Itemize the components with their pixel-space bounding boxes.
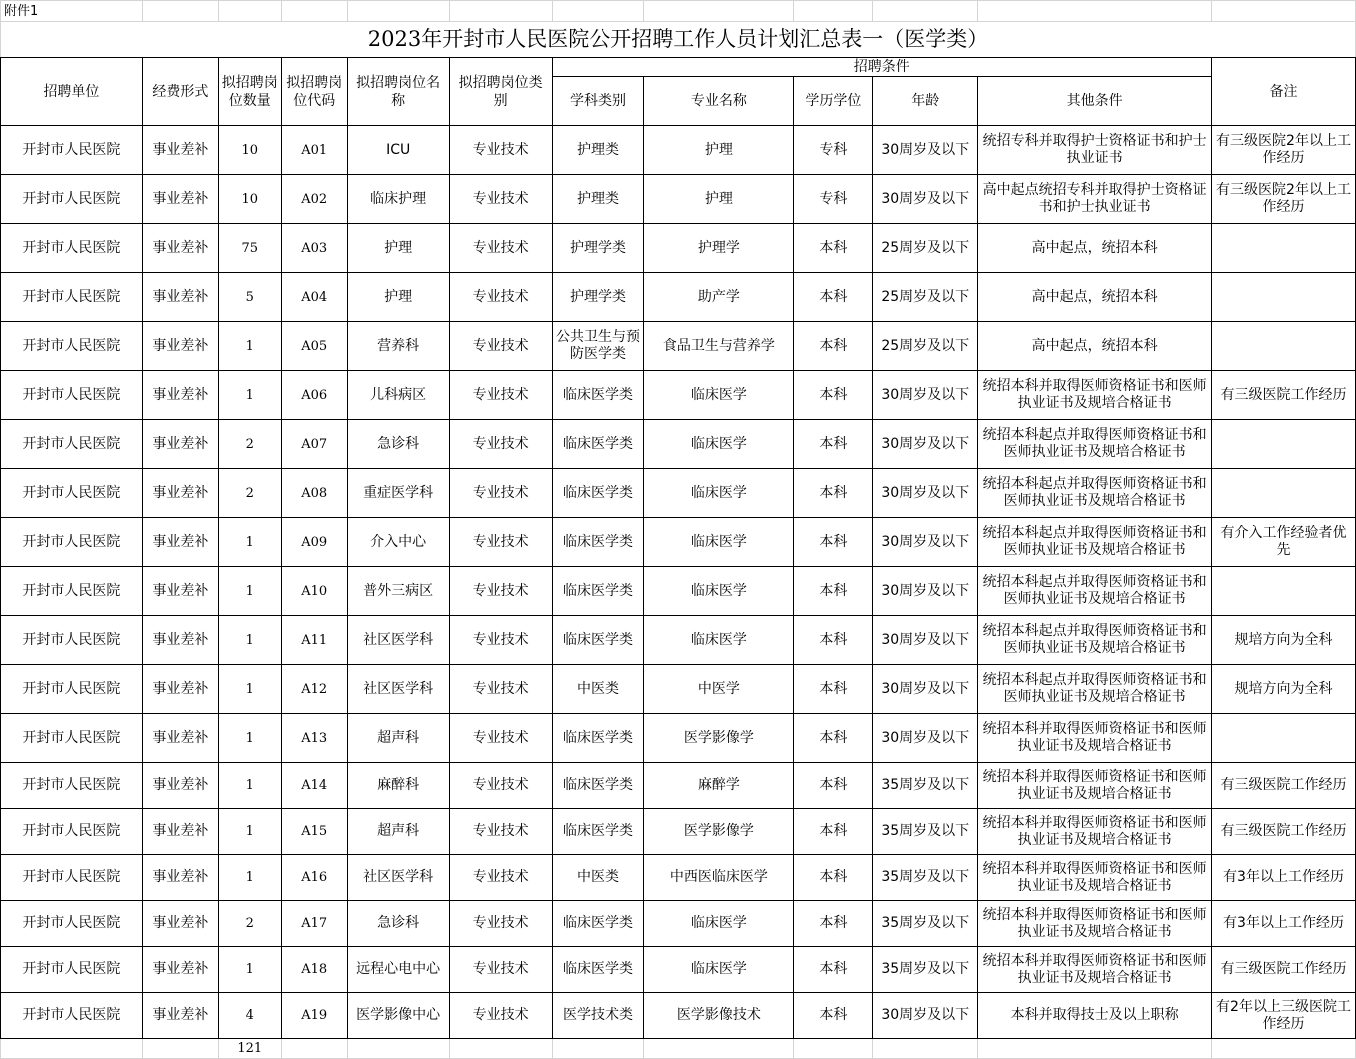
cell-other-conditions: 统招本科并取得医师资格证书和医师执业证书及规培合格证书: [978, 371, 1212, 420]
cell-unit: 开封市人民医院: [1, 763, 143, 809]
cell-discipline: 临床医学类: [552, 371, 644, 420]
cell-age: 30周岁及以下: [873, 993, 978, 1039]
cell-age: 30周岁及以下: [873, 567, 978, 616]
cell-discipline: 临床医学类: [552, 809, 644, 855]
cell-discipline: 公共卫生与预防医学类: [552, 322, 644, 371]
cell-degree: 本科: [794, 947, 873, 993]
cell-post-type: 专业技术: [449, 469, 552, 518]
cell-remarks: 规培方向为全科: [1212, 616, 1356, 665]
cell-code: A09: [281, 518, 347, 567]
cell-post-type: 专业技术: [449, 126, 552, 175]
cell-code: A14: [281, 763, 347, 809]
cell-code: A18: [281, 947, 347, 993]
cell-funding: 事业差补: [142, 126, 218, 175]
cell-code: A12: [281, 665, 347, 714]
cell-post-type: 专业技术: [449, 809, 552, 855]
cell-post-type: 专业技术: [449, 616, 552, 665]
cell-unit: 开封市人民医院: [1, 420, 143, 469]
header-unit: 招聘单位: [1, 58, 143, 126]
cell-funding: 事业差补: [142, 714, 218, 763]
cell-count: 10: [218, 175, 281, 224]
cell-discipline: 护理学类: [552, 273, 644, 322]
cell-post-type: 专业技术: [449, 371, 552, 420]
cell-major: 食品卫生与营养学: [644, 322, 794, 371]
cell-remarks: [1212, 469, 1356, 518]
cell-degree: 本科: [794, 665, 873, 714]
cell-funding: 事业差补: [142, 371, 218, 420]
cell-remarks: [1212, 322, 1356, 371]
cell-unit: 开封市人民医院: [1, 616, 143, 665]
cell-post-type: 专业技术: [449, 855, 552, 901]
cell-major: 临床医学: [644, 567, 794, 616]
cell-code: A04: [281, 273, 347, 322]
cell-post-name: 临床护理: [347, 175, 449, 224]
cell-other-conditions: 高中起点统招专科并取得护士资格证书和护士执业证书: [978, 175, 1212, 224]
cell-major: 护理: [644, 126, 794, 175]
cell-funding: 事业差补: [142, 469, 218, 518]
cell-funding: 事业差补: [142, 809, 218, 855]
cell-funding: 事业差补: [142, 855, 218, 901]
cell-discipline: 中医类: [552, 855, 644, 901]
cell-post-type: 专业技术: [449, 420, 552, 469]
cell-count: 2: [218, 420, 281, 469]
cell-remarks: 有三级医院工作经历: [1212, 371, 1356, 420]
cell-count: 1: [218, 763, 281, 809]
cell-funding: 事业差补: [142, 901, 218, 947]
cell-post-name: 超声科: [347, 714, 449, 763]
cell-degree: 专科: [794, 175, 873, 224]
cell-unit: 开封市人民医院: [1, 126, 143, 175]
cell-other-conditions: 统招本科并取得医师资格证书和医师执业证书及规培合格证书: [978, 901, 1212, 947]
table-row: [1, 714, 1356, 763]
cell-funding: 事业差补: [142, 665, 218, 714]
cell-major: 临床医学: [644, 371, 794, 420]
cell-discipline: 临床医学类: [552, 947, 644, 993]
table-row: [1, 901, 1356, 947]
cell-age: 30周岁及以下: [873, 469, 978, 518]
cell-remarks: 有2年以上三级医院工作经历: [1212, 993, 1356, 1039]
cell-count: 10: [218, 126, 281, 175]
cell-count: 1: [218, 855, 281, 901]
header-remarks: 备注: [1212, 58, 1356, 126]
cell-remarks: 有3年以上工作经历: [1212, 855, 1356, 901]
cell-major: 麻醉学: [644, 763, 794, 809]
cell-discipline: 医学技术类: [552, 993, 644, 1039]
table-row: [1, 855, 1356, 901]
cell-remarks: 有介入工作经验者优先: [1212, 518, 1356, 567]
cell-funding: 事业差补: [142, 947, 218, 993]
cell-post-name: 麻醉科: [347, 763, 449, 809]
cell-remarks: [1212, 420, 1356, 469]
cell-discipline: 临床医学类: [552, 518, 644, 567]
cell-unit: 开封市人民医院: [1, 175, 143, 224]
cell-post-name: 超声科: [347, 809, 449, 855]
cell-unit: 开封市人民医院: [1, 855, 143, 901]
cell-age: 30周岁及以下: [873, 371, 978, 420]
table-row: [1, 371, 1356, 420]
cell-remarks: [1212, 273, 1356, 322]
cell-major: 临床医学: [644, 469, 794, 518]
cell-unit: 开封市人民医院: [1, 809, 143, 855]
header-major: 专业名称: [644, 77, 794, 126]
cell-count: 4: [218, 993, 281, 1039]
cell-discipline: 中医类: [552, 665, 644, 714]
table-row: [1, 567, 1356, 616]
cell-count: 1: [218, 665, 281, 714]
cell-other-conditions: 统招本科起点并取得医师资格证书和医师执业证书及规培合格证书: [978, 616, 1212, 665]
cell-major: 临床医学: [644, 947, 794, 993]
cell-code: A11: [281, 616, 347, 665]
cell-other-conditions: 本科并取得技士及以上职称: [978, 993, 1212, 1039]
cell-post-name: 营养科: [347, 322, 449, 371]
cell-code: A15: [281, 809, 347, 855]
cell-degree: 本科: [794, 420, 873, 469]
cell-remarks: [1212, 567, 1356, 616]
cell-major: 医学影像技术: [644, 993, 794, 1039]
header-funding: 经费形式: [142, 58, 218, 126]
cell-degree: 本科: [794, 322, 873, 371]
cell-discipline: 临床医学类: [552, 763, 644, 809]
cell-unit: 开封市人民医院: [1, 714, 143, 763]
cell-degree: 本科: [794, 371, 873, 420]
table-row: [1, 420, 1356, 469]
cell-code: A16: [281, 855, 347, 901]
cell-age: 25周岁及以下: [873, 322, 978, 371]
cell-other-conditions: 统招本科起点并取得医师资格证书和医师执业证书及规培合格证书: [978, 469, 1212, 518]
table-row: [1, 224, 1356, 273]
cell-post-name: 社区医学科: [347, 665, 449, 714]
cell-post-type: 专业技术: [449, 714, 552, 763]
cell-funding: 事业差补: [142, 567, 218, 616]
cell-post-type: 专业技术: [449, 175, 552, 224]
cell-degree: 本科: [794, 469, 873, 518]
cell-discipline: 临床医学类: [552, 567, 644, 616]
cell-other-conditions: 统招本科并取得医师资格证书和医师执业证书及规培合格证书: [978, 855, 1212, 901]
cell-age: 30周岁及以下: [873, 126, 978, 175]
cell-age: 35周岁及以下: [873, 809, 978, 855]
cell-age: 30周岁及以下: [873, 175, 978, 224]
cell-post-name: 急诊科: [347, 901, 449, 947]
cell-major: 医学影像学: [644, 714, 794, 763]
cell-code: A13: [281, 714, 347, 763]
cell-major: 助产学: [644, 273, 794, 322]
cell-post-name: 儿科病区: [347, 371, 449, 420]
cell-post-type: 专业技术: [449, 947, 552, 993]
cell-post-name: 医学影像中心: [347, 993, 449, 1039]
cell-funding: 事业差补: [142, 224, 218, 273]
cell-discipline: 临床医学类: [552, 469, 644, 518]
cell-discipline: 护理类: [552, 175, 644, 224]
cell-discipline: 临床医学类: [552, 616, 644, 665]
header-post-type: 拟招聘岗位类别: [449, 58, 552, 126]
cell-code: A03: [281, 224, 347, 273]
cell-major: 护理: [644, 175, 794, 224]
cell-unit: 开封市人民医院: [1, 322, 143, 371]
cell-degree: 专科: [794, 126, 873, 175]
cell-major: 临床医学: [644, 518, 794, 567]
cell-code: A10: [281, 567, 347, 616]
header-count: 拟招聘岗位数量: [218, 58, 281, 126]
cell-count: 2: [218, 901, 281, 947]
cell-unit: 开封市人民医院: [1, 901, 143, 947]
cell-post-type: 专业技术: [449, 993, 552, 1039]
cell-other-conditions: 统招本科并取得医师资格证书和医师执业证书及规培合格证书: [978, 763, 1212, 809]
cell-funding: 事业差补: [142, 420, 218, 469]
cell-code: A17: [281, 901, 347, 947]
page-title: 2023年开封市人民医院公开招聘工作人员计划汇总表一（医学类）: [1, 22, 1356, 58]
cell-unit: 开封市人民医院: [1, 469, 143, 518]
cell-age: 35周岁及以下: [873, 763, 978, 809]
cell-discipline: 临床医学类: [552, 420, 644, 469]
header-discipline: 学科类别: [552, 77, 644, 126]
cell-post-name: 护理: [347, 273, 449, 322]
cell-age: 30周岁及以下: [873, 665, 978, 714]
cell-post-name: 社区医学科: [347, 616, 449, 665]
header-other: 其他条件: [978, 77, 1212, 126]
cell-age: 25周岁及以下: [873, 273, 978, 322]
cell-code: A02: [281, 175, 347, 224]
cell-count: 1: [218, 714, 281, 763]
cell-post-type: 专业技术: [449, 763, 552, 809]
cell-other-conditions: 统招本科起点并取得医师资格证书和医师执业证书及规培合格证书: [978, 518, 1212, 567]
header-post-name: 拟招聘岗位名称: [347, 58, 449, 126]
cell-count: 1: [218, 947, 281, 993]
cell-unit: 开封市人民医院: [1, 947, 143, 993]
cell-age: 35周岁及以下: [873, 901, 978, 947]
table-row: [1, 809, 1356, 855]
cell-post-type: 专业技术: [449, 901, 552, 947]
cell-other-conditions: 统招本科并取得医师资格证书和医师执业证书及规培合格证书: [978, 947, 1212, 993]
cell-remarks: 有三级医院2年以上工作经历: [1212, 175, 1356, 224]
cell-remarks: 有三级医院2年以上工作经历: [1212, 126, 1356, 175]
cell-count: 1: [218, 567, 281, 616]
cell-remarks: 规培方向为全科: [1212, 665, 1356, 714]
cell-remarks: 有三级医院工作经历: [1212, 809, 1356, 855]
cell-discipline: 临床医学类: [552, 714, 644, 763]
cell-age: 35周岁及以下: [873, 947, 978, 993]
cell-age: 30周岁及以下: [873, 714, 978, 763]
cell-other-conditions: 统招本科起点并取得医师资格证书和医师执业证书及规培合格证书: [978, 665, 1212, 714]
cell-remarks: 有三级医院工作经历: [1212, 763, 1356, 809]
cell-unit: 开封市人民医院: [1, 567, 143, 616]
table-row: [1, 763, 1356, 809]
cell-remarks: [1212, 714, 1356, 763]
header-conditions: 招聘条件: [552, 58, 1211, 77]
cell-major: 临床医学: [644, 616, 794, 665]
cell-other-conditions: 统招本科并取得医师资格证书和医师执业证书及规培合格证书: [978, 714, 1212, 763]
cell-funding: 事业差补: [142, 273, 218, 322]
cell-degree: 本科: [794, 763, 873, 809]
cell-major: 中西医临床医学: [644, 855, 794, 901]
cell-major: 医学影像学: [644, 809, 794, 855]
cell-funding: 事业差补: [142, 763, 218, 809]
cell-degree: 本科: [794, 993, 873, 1039]
cell-post-name: 护理: [347, 224, 449, 273]
table-row: [1, 993, 1356, 1039]
table-row: [1, 947, 1356, 993]
cell-count: 1: [218, 518, 281, 567]
cell-code: A05: [281, 322, 347, 371]
attachment-label: 附件1: [1, 1, 143, 22]
cell-other-conditions: 高中起点，统招本科: [978, 224, 1212, 273]
cell-other-conditions: 高中起点，统招本科: [978, 322, 1212, 371]
cell-degree: 本科: [794, 224, 873, 273]
cell-degree: 本科: [794, 567, 873, 616]
cell-post-type: 专业技术: [449, 273, 552, 322]
cell-funding: 事业差补: [142, 993, 218, 1039]
table-row: [1, 126, 1356, 175]
cell-count: 1: [218, 371, 281, 420]
cell-count: 1: [218, 322, 281, 371]
cell-post-name: 重症医学科: [347, 469, 449, 518]
cell-age: 30周岁及以下: [873, 518, 978, 567]
cell-major: 临床医学: [644, 901, 794, 947]
cell-degree: 本科: [794, 901, 873, 947]
cell-code: A07: [281, 420, 347, 469]
cell-age: 30周岁及以下: [873, 616, 978, 665]
table-row: [1, 665, 1356, 714]
cell-funding: 事业差补: [142, 518, 218, 567]
cell-post-type: 专业技术: [449, 567, 552, 616]
cell-post-type: 专业技术: [449, 224, 552, 273]
cell-degree: 本科: [794, 855, 873, 901]
table-row: [1, 469, 1356, 518]
cell-degree: 本科: [794, 714, 873, 763]
cell-count: 1: [218, 809, 281, 855]
table-row: [1, 273, 1356, 322]
cell-count: 5: [218, 273, 281, 322]
cell-post-name: 介入中心: [347, 518, 449, 567]
cell-discipline: 护理学类: [552, 224, 644, 273]
total-count: 121: [218, 1039, 281, 1059]
cell-degree: 本科: [794, 518, 873, 567]
cell-major: 中医学: [644, 665, 794, 714]
cell-unit: 开封市人民医院: [1, 371, 143, 420]
cell-code: A01: [281, 126, 347, 175]
cell-count: 2: [218, 469, 281, 518]
table-row: [1, 175, 1356, 224]
cell-count: 1: [218, 616, 281, 665]
cell-discipline: 护理类: [552, 126, 644, 175]
table-row: [1, 616, 1356, 665]
cell-remarks: 有三级医院工作经历: [1212, 947, 1356, 993]
cell-discipline: 临床医学类: [552, 901, 644, 947]
header-age: 年龄: [873, 77, 978, 126]
cell-code: A06: [281, 371, 347, 420]
cell-other-conditions: 统招本科并取得医师资格证书和医师执业证书及规培合格证书: [978, 809, 1212, 855]
cell-funding: 事业差补: [142, 616, 218, 665]
header-code: 拟招聘岗位代码: [281, 58, 347, 126]
cell-post-name: ICU: [347, 126, 449, 175]
cell-code: A19: [281, 993, 347, 1039]
table-row: [1, 518, 1356, 567]
cell-remarks: [1212, 224, 1356, 273]
cell-post-name: 远程心电中心: [347, 947, 449, 993]
cell-other-conditions: 统招本科起点并取得医师资格证书和医师执业证书及规培合格证书: [978, 567, 1212, 616]
cell-code: A08: [281, 469, 347, 518]
cell-post-type: 专业技术: [449, 518, 552, 567]
cell-count: 75: [218, 224, 281, 273]
cell-funding: 事业差补: [142, 322, 218, 371]
cell-unit: 开封市人民医院: [1, 518, 143, 567]
cell-major: 临床医学: [644, 420, 794, 469]
cell-post-name: 社区医学科: [347, 855, 449, 901]
cell-post-type: 专业技术: [449, 665, 552, 714]
cell-other-conditions: 统招本科起点并取得医师资格证书和医师执业证书及规培合格证书: [978, 420, 1212, 469]
cell-degree: 本科: [794, 616, 873, 665]
cell-major: 护理学: [644, 224, 794, 273]
cell-unit: 开封市人民医院: [1, 273, 143, 322]
cell-post-name: 急诊科: [347, 420, 449, 469]
cell-other-conditions: 统招专科并取得护士资格证书和护士执业证书: [978, 126, 1212, 175]
cell-degree: 本科: [794, 273, 873, 322]
cell-age: 30周岁及以下: [873, 420, 978, 469]
cell-age: 35周岁及以下: [873, 855, 978, 901]
table-row: [1, 322, 1356, 371]
cell-remarks: 有3年以上工作经历: [1212, 901, 1356, 947]
cell-post-name: 普外三病区: [347, 567, 449, 616]
cell-degree: 本科: [794, 809, 873, 855]
cell-unit: 开封市人民医院: [1, 224, 143, 273]
cell-unit: 开封市人民医院: [1, 665, 143, 714]
cell-unit: 开封市人民医院: [1, 993, 143, 1039]
cell-other-conditions: 高中起点，统招本科: [978, 273, 1212, 322]
cell-funding: 事业差补: [142, 175, 218, 224]
header-degree: 学历学位: [794, 77, 873, 126]
cell-post-type: 专业技术: [449, 322, 552, 371]
cell-age: 25周岁及以下: [873, 224, 978, 273]
